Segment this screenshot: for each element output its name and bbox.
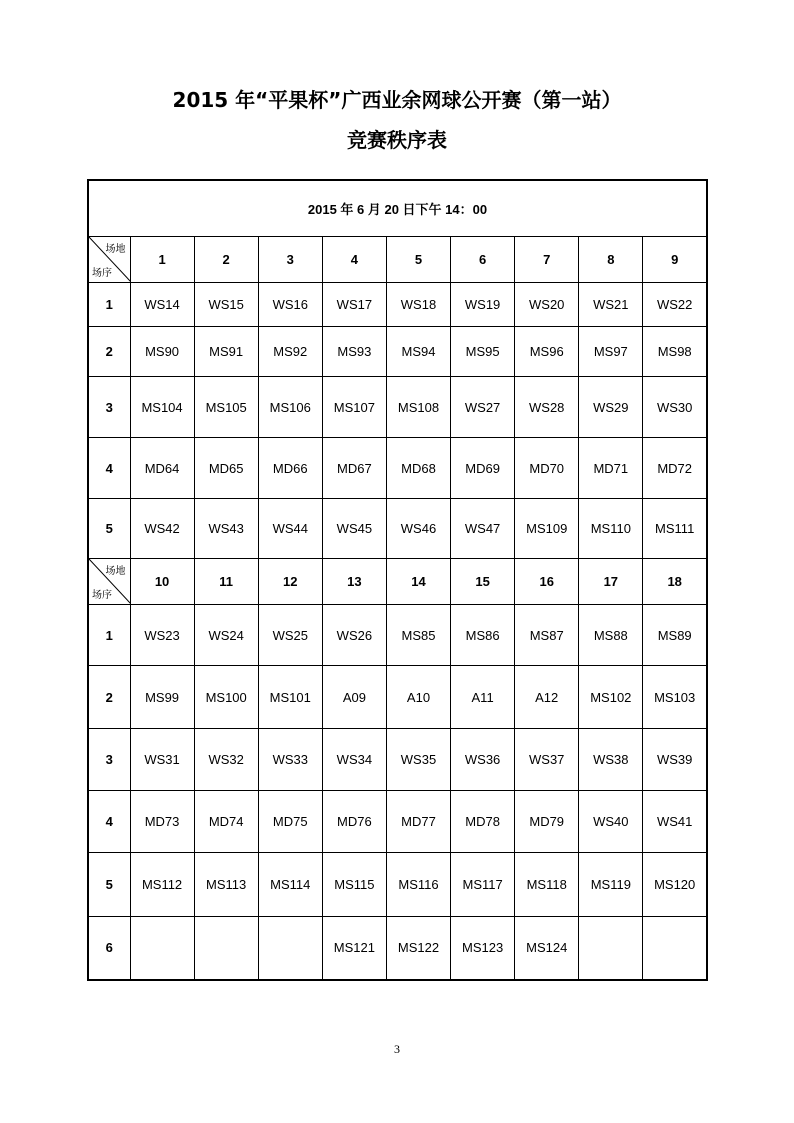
match-cell: MS121 bbox=[322, 917, 386, 980]
corner-header-cell bbox=[88, 237, 130, 283]
match-cell: WS27 bbox=[451, 377, 515, 438]
match-order: 2 bbox=[88, 666, 130, 729]
schedule-caption: 2015 年 6 月 20 日下午 14：00 bbox=[88, 180, 707, 237]
match-cell: MS111 bbox=[643, 499, 707, 559]
match-cell: MS116 bbox=[386, 853, 450, 917]
court-number: 1 bbox=[130, 237, 194, 283]
match-order: 5 bbox=[88, 499, 130, 559]
match-cell: MS119 bbox=[579, 853, 643, 917]
match-row bbox=[88, 605, 707, 666]
match-cell: MS113 bbox=[194, 853, 258, 917]
match-cell: MD73 bbox=[130, 791, 194, 853]
corner-field-label: 场地 bbox=[105, 566, 126, 577]
court-number: 8 bbox=[579, 237, 643, 283]
match-cell: WS42 bbox=[130, 499, 194, 559]
match-cell: WS24 bbox=[194, 605, 258, 666]
match-cell bbox=[194, 917, 258, 980]
match-cell: MS95 bbox=[451, 327, 515, 377]
match-order: 6 bbox=[88, 917, 130, 980]
court-number: 15 bbox=[451, 559, 515, 605]
match-cell: WS33 bbox=[258, 729, 322, 791]
match-cell: A12 bbox=[515, 666, 579, 729]
match-cell: WS21 bbox=[579, 283, 643, 327]
match-cell: MD77 bbox=[386, 791, 450, 853]
match-cell: MD75 bbox=[258, 791, 322, 853]
match-order: 1 bbox=[88, 283, 130, 327]
match-cell: WS37 bbox=[515, 729, 579, 791]
match-cell: MS99 bbox=[130, 666, 194, 729]
match-cell: MD70 bbox=[515, 438, 579, 499]
match-cell: MS124 bbox=[515, 917, 579, 980]
match-cell: WS32 bbox=[194, 729, 258, 791]
match-cell: WS30 bbox=[643, 377, 707, 438]
document-subtitle: 竞赛秩序表 bbox=[347, 128, 447, 152]
match-order: 3 bbox=[88, 729, 130, 791]
match-cell: WS17 bbox=[322, 283, 386, 327]
match-cell: MS94 bbox=[386, 327, 450, 377]
match-cell: WS29 bbox=[579, 377, 643, 438]
match-order: 1 bbox=[88, 605, 130, 666]
match-cell: MS107 bbox=[322, 377, 386, 438]
match-cell: WS25 bbox=[258, 605, 322, 666]
match-cell: MS87 bbox=[515, 605, 579, 666]
match-cell: WS15 bbox=[194, 283, 258, 327]
match-cell: A11 bbox=[451, 666, 515, 729]
match-cell: MD74 bbox=[194, 791, 258, 853]
match-cell: A09 bbox=[322, 666, 386, 729]
match-cell: MD67 bbox=[322, 438, 386, 499]
match-cell: MS91 bbox=[194, 327, 258, 377]
match-cell: MS102 bbox=[579, 666, 643, 729]
court-number: 16 bbox=[515, 559, 579, 605]
court-number: 4 bbox=[322, 237, 386, 283]
match-cell: MD79 bbox=[515, 791, 579, 853]
match-cell: WS26 bbox=[322, 605, 386, 666]
match-cell: WS47 bbox=[451, 499, 515, 559]
court-number: 13 bbox=[322, 559, 386, 605]
match-cell: MS117 bbox=[451, 853, 515, 917]
match-cell: MS115 bbox=[322, 853, 386, 917]
match-cell bbox=[643, 917, 707, 980]
match-cell: MS92 bbox=[258, 327, 322, 377]
match-cell: A10 bbox=[386, 666, 450, 729]
match-cell: WS14 bbox=[130, 283, 194, 327]
match-cell: MS120 bbox=[643, 853, 707, 917]
match-cell: MS89 bbox=[643, 605, 707, 666]
match-cell: MS105 bbox=[194, 377, 258, 438]
match-cell: WS16 bbox=[258, 283, 322, 327]
match-cell: MS104 bbox=[130, 377, 194, 438]
corner-order-label: 场序 bbox=[92, 268, 112, 279]
match-cell: MS100 bbox=[194, 666, 258, 729]
match-cell: MS96 bbox=[515, 327, 579, 377]
match-cell bbox=[130, 917, 194, 980]
court-header-row bbox=[88, 237, 707, 283]
match-row bbox=[88, 327, 707, 377]
corner-order-label: 场序 bbox=[92, 590, 112, 601]
match-cell: WS39 bbox=[643, 729, 707, 791]
match-cell: MD64 bbox=[130, 438, 194, 499]
match-cell: WS22 bbox=[643, 283, 707, 327]
match-cell: WS34 bbox=[322, 729, 386, 791]
match-cell: MD72 bbox=[643, 438, 707, 499]
match-cell: MD71 bbox=[579, 438, 643, 499]
court-number: 11 bbox=[194, 559, 258, 605]
match-order: 4 bbox=[88, 438, 130, 499]
match-cell: MS85 bbox=[386, 605, 450, 666]
court-header-row bbox=[88, 559, 707, 605]
match-order: 4 bbox=[88, 791, 130, 853]
match-cell: MS88 bbox=[579, 605, 643, 666]
match-cell: MS101 bbox=[258, 666, 322, 729]
court-number: 17 bbox=[579, 559, 643, 605]
match-row bbox=[88, 499, 707, 559]
match-row bbox=[88, 438, 707, 499]
match-row bbox=[88, 377, 707, 438]
match-cell: MS97 bbox=[579, 327, 643, 377]
match-cell: WS36 bbox=[451, 729, 515, 791]
match-cell: WS23 bbox=[130, 605, 194, 666]
match-cell: MS109 bbox=[515, 499, 579, 559]
match-cell: WS35 bbox=[386, 729, 450, 791]
match-cell: MS86 bbox=[451, 605, 515, 666]
match-cell: MS122 bbox=[386, 917, 450, 980]
match-cell: MS98 bbox=[643, 327, 707, 377]
match-cell: MS103 bbox=[643, 666, 707, 729]
match-cell: WS46 bbox=[386, 499, 450, 559]
match-cell bbox=[258, 917, 322, 980]
match-cell: MS118 bbox=[515, 853, 579, 917]
match-cell: MD65 bbox=[194, 438, 258, 499]
court-number: 6 bbox=[451, 237, 515, 283]
match-row bbox=[88, 791, 707, 853]
schedule-table bbox=[87, 179, 708, 981]
match-cell: WS31 bbox=[130, 729, 194, 791]
match-cell: WS18 bbox=[386, 283, 450, 327]
match-cell: WS44 bbox=[258, 499, 322, 559]
court-number: 10 bbox=[130, 559, 194, 605]
match-cell: MS123 bbox=[451, 917, 515, 980]
match-cell: MS93 bbox=[322, 327, 386, 377]
match-cell: WS45 bbox=[322, 499, 386, 559]
court-number: 2 bbox=[194, 237, 258, 283]
match-order: 2 bbox=[88, 327, 130, 377]
court-number: 9 bbox=[643, 237, 707, 283]
document-title: 2015 年“平果杯”广西业余网球公开赛（第一站） bbox=[172, 88, 622, 112]
court-number: 3 bbox=[258, 237, 322, 283]
match-cell: WS40 bbox=[579, 791, 643, 853]
match-row bbox=[88, 283, 707, 327]
match-row bbox=[88, 666, 707, 729]
corner-field-label: 场地 bbox=[105, 244, 126, 255]
match-cell: MD68 bbox=[386, 438, 450, 499]
match-cell: WS43 bbox=[194, 499, 258, 559]
match-cell: MD69 bbox=[451, 438, 515, 499]
match-order: 3 bbox=[88, 377, 130, 438]
match-cell: MS114 bbox=[258, 853, 322, 917]
match-cell: MS108 bbox=[386, 377, 450, 438]
match-cell: WS28 bbox=[515, 377, 579, 438]
court-number: 18 bbox=[643, 559, 707, 605]
match-cell: MS110 bbox=[579, 499, 643, 559]
match-cell: MS90 bbox=[130, 327, 194, 377]
match-cell: MD66 bbox=[258, 438, 322, 499]
court-number: 7 bbox=[515, 237, 579, 283]
corner-header-cell bbox=[88, 559, 130, 605]
court-number: 5 bbox=[386, 237, 450, 283]
match-cell: WS19 bbox=[451, 283, 515, 327]
match-cell bbox=[579, 917, 643, 980]
match-cell: MS106 bbox=[258, 377, 322, 438]
court-number: 12 bbox=[258, 559, 322, 605]
match-row bbox=[88, 853, 707, 917]
match-row bbox=[88, 729, 707, 791]
match-cell: MS112 bbox=[130, 853, 194, 917]
match-cell: WS41 bbox=[643, 791, 707, 853]
match-cell: WS38 bbox=[579, 729, 643, 791]
match-cell: MD78 bbox=[451, 791, 515, 853]
match-cell: WS20 bbox=[515, 283, 579, 327]
court-number: 14 bbox=[386, 559, 450, 605]
page-number: 3 bbox=[394, 1042, 400, 1056]
match-order: 5 bbox=[88, 853, 130, 917]
match-row bbox=[88, 917, 707, 980]
match-cell: MD76 bbox=[322, 791, 386, 853]
